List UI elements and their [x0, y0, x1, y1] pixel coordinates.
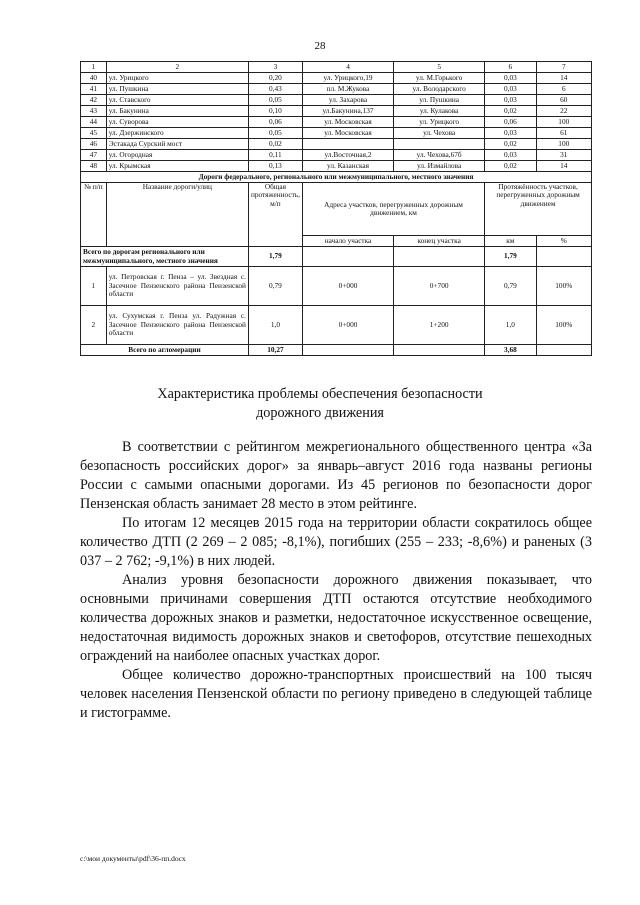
road-name: ул. Бакунина	[106, 106, 248, 117]
agglomeration-total-label: Всего по агломерации	[81, 345, 249, 356]
road-name: ул. Урицкого	[106, 73, 248, 84]
end-point: ул. Чехова,67б	[394, 150, 485, 161]
overloaded-percent: 61	[536, 128, 591, 139]
total-length: 0,10	[248, 106, 302, 117]
road-name: ул. Сухумская г. Пенза ул. Радужная с. Засечное Пензенского района Пензенской области	[106, 306, 248, 345]
road-name: ул. Петровская г. Пенза – ул. Звездная с. Засечное Пензенского района Пензенской области	[106, 267, 248, 306]
header-percent: %	[536, 236, 591, 247]
start-point: 0+000	[302, 306, 393, 345]
table-header-row	[81, 183, 592, 236]
overloaded-percent: 6	[536, 84, 591, 95]
start-point: ул.Восточная,2	[302, 150, 393, 161]
road-name: ул. Суворова	[106, 117, 248, 128]
road-name: ул. Крымская	[106, 161, 248, 172]
paragraph-analysis: Анализ уровня безопасности дорожного движения показывает, что основными причинами совершения ДТП остаются отсутствие необходимого количества дорожных знаков и разметки, недостаточное искусственное освещение, недостаточная видимость дорожных знаков и светофоров, отсутствие пешеходных ограждений на наиболее опасных участках дорог.	[80, 572, 592, 664]
road-name: ул. Ставского	[106, 95, 248, 106]
table-row	[81, 117, 592, 128]
overloaded-percent: 100%	[536, 306, 591, 345]
overloaded-km: 1,0	[485, 306, 536, 345]
overloaded-km: 0,03	[485, 73, 536, 84]
row-num: 43	[81, 106, 107, 117]
section-heading-row	[81, 172, 592, 183]
section-title-line1: Характеристика проблемы обеспечения безопасности	[157, 386, 483, 402]
section-heading: Дороги федерального, регионального или межмуниципального, местного значения	[81, 172, 592, 183]
table-row	[81, 150, 592, 161]
overloaded-percent: 100%	[536, 267, 591, 306]
road-name: ул. Пушкина	[106, 84, 248, 95]
column-number: 3	[248, 62, 302, 73]
header-end: конец участка	[394, 236, 485, 247]
table-row	[81, 106, 592, 117]
overloaded-km: 0,06	[485, 117, 536, 128]
page-number: 28	[314, 40, 326, 52]
column-number-row	[81, 62, 592, 73]
column-number: 4	[302, 62, 393, 73]
end-point: 1+200	[394, 306, 485, 345]
overloaded-km: 0,79	[485, 267, 536, 306]
total-length: 0,79	[248, 267, 302, 306]
paragraph-rating: В соответствии с рейтингом межрегионального общественного центра «За безопасность российских дорог» за январь–август 2016 года названы регионы России с самыми опасными дорогами. Из 45 регионов по безопасности дорог Пензенская область занимает 28 место в этом рейтинге.	[80, 439, 592, 512]
header-road-name: Название дороги/улиц	[106, 183, 248, 247]
row-num: 2	[81, 306, 107, 345]
overloaded-percent: 31	[536, 150, 591, 161]
end-point: ул. Чехова	[394, 128, 485, 139]
overloaded-percent: 60	[536, 95, 591, 106]
total-length: 0,05	[248, 128, 302, 139]
start-point: ул. Урицкого,19	[302, 73, 393, 84]
overloaded-km: 0,02	[485, 161, 536, 172]
start-point: ул. Захарова	[302, 95, 393, 106]
section-title-line2: дорожного движения	[256, 405, 384, 421]
row-num: 1	[81, 267, 107, 306]
overloaded-km: 0,03	[485, 84, 536, 95]
table-row	[81, 306, 592, 345]
start-point: ул. Казанская	[302, 161, 393, 172]
column-number: 6	[485, 62, 536, 73]
regional-total-label: Всего по дорогам регионального или межмуниципального, местного значения	[81, 247, 249, 267]
row-num: 42	[81, 95, 107, 106]
table-row	[81, 84, 592, 95]
header-num: № п/п	[81, 183, 107, 247]
road-name: Эстакада Сурский мост	[106, 139, 248, 150]
row-num: 44	[81, 117, 107, 128]
agglomeration-total-km: 3,68	[485, 345, 536, 356]
column-number: 7	[536, 62, 591, 73]
total-length: 0,11	[248, 150, 302, 161]
paragraph-summary: Общее количество дорожно-транспортных происшествий на 100 тысяч человек населения Пензенской области по региону приведено в следующей таблице и гистограмме.	[80, 667, 592, 721]
column-number: 5	[394, 62, 485, 73]
overloaded-percent: 100	[536, 117, 591, 128]
roads-table	[80, 61, 592, 356]
start-point: ул. Московская	[302, 128, 393, 139]
header-overloaded: Протяжённость участков, перегруженных дорожным движением	[485, 183, 592, 236]
row-num: 48	[81, 161, 107, 172]
row-num: 41	[81, 84, 107, 95]
regional-total-row	[81, 247, 592, 267]
total-length: 0,06	[248, 117, 302, 128]
row-num: 46	[81, 139, 107, 150]
total-length: 1,0	[248, 306, 302, 345]
overloaded-percent: 22	[536, 106, 591, 117]
end-point: 0+700	[394, 267, 485, 306]
agglomeration-total-row	[81, 345, 592, 356]
end-point: ул. М.Горького	[394, 73, 485, 84]
overloaded-km: 0,03	[485, 95, 536, 106]
overloaded-km: 0,02	[485, 139, 536, 150]
end-point: ул. Кулакова	[394, 106, 485, 117]
end-point: ул. Измайлова	[394, 161, 485, 172]
table-row	[81, 128, 592, 139]
total-length: 0,05	[248, 95, 302, 106]
end-point: ул. Пушкина	[394, 95, 485, 106]
file-path-footer: c:\мои документы\pdf\36-пп.docx	[80, 854, 186, 863]
end-point: ул. Володарского	[394, 84, 485, 95]
header-addresses: Адреса участков, перегруженных дорожным движением, км	[302, 183, 484, 236]
total-length: 0,20	[248, 73, 302, 84]
table-row	[81, 267, 592, 306]
overloaded-km: 0,03	[485, 128, 536, 139]
row-num: 47	[81, 150, 107, 161]
row-num: 45	[81, 128, 107, 139]
overloaded-km: 0,03	[485, 150, 536, 161]
table-row	[81, 95, 592, 106]
start-point: ул.Бакунина,137	[302, 106, 393, 117]
header-start: начало участка	[302, 236, 393, 247]
header-km: км	[485, 236, 536, 247]
row-num: 40	[81, 73, 107, 84]
agglomeration-total-length: 10,27	[248, 345, 302, 356]
paragraph-statistics: По итогам 12 месяцев 2015 года на территории области сократилось общее количество ДТП (2 269 – 2 085; -8,1%), погибших (255 – 233; -8,6%) и раненых (3 037 – 2 762; -9,1%) в них людей.	[80, 515, 592, 569]
road-name: ул. Огородная	[106, 150, 248, 161]
overloaded-percent: 100	[536, 139, 591, 150]
table-row	[81, 139, 592, 150]
total-length: 0,43	[248, 84, 302, 95]
start-point	[302, 139, 393, 150]
column-number: 2	[106, 62, 248, 73]
column-number: 1	[81, 62, 107, 73]
end-point	[394, 139, 485, 150]
total-length: 0,13	[248, 161, 302, 172]
overloaded-km: 0,02	[485, 106, 536, 117]
overloaded-percent: 14	[536, 161, 591, 172]
regional-total-length: 1,79	[248, 247, 302, 267]
start-point: 0+000	[302, 267, 393, 306]
table-row	[81, 73, 592, 84]
header-total-length: Общая протяженность, м/п	[248, 183, 302, 247]
table-row	[81, 161, 592, 172]
total-length: 0,02	[248, 139, 302, 150]
regional-total-km: 1,79	[485, 247, 536, 267]
overloaded-percent: 14	[536, 73, 591, 84]
start-point: ул. Московская	[302, 117, 393, 128]
end-point: ул. Урицкого	[394, 117, 485, 128]
road-name: ул. Дзержинского	[106, 128, 248, 139]
start-point: пл. М.Жукова	[302, 84, 393, 95]
